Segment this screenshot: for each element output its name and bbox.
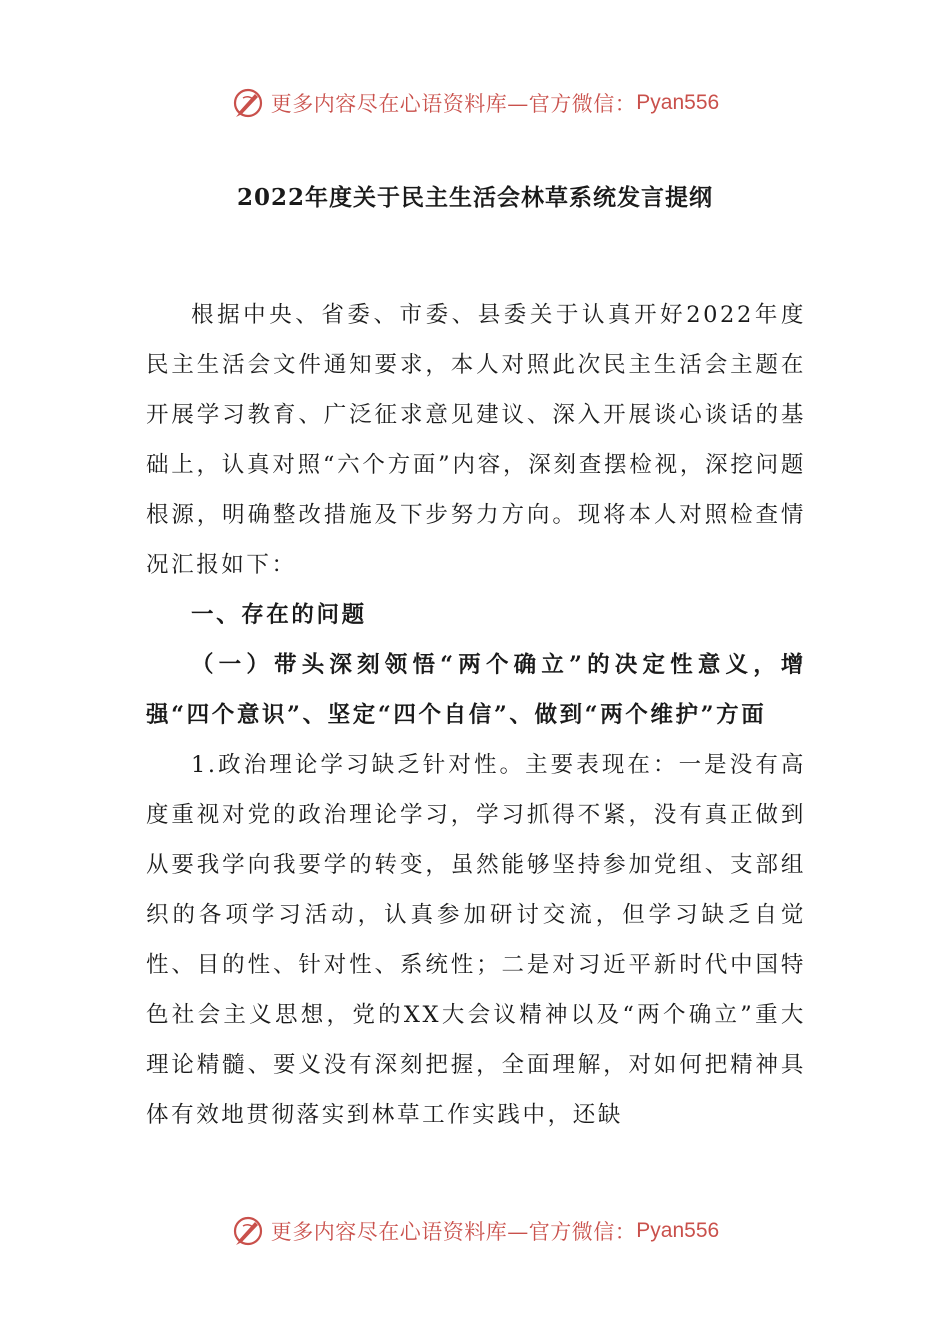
banner-wechat-id: Pyan556	[636, 91, 720, 114]
banner-text: 更多内容尽在心语资料库—官方微信：	[270, 1220, 637, 1244]
banner-wechat-id: Pyan556	[636, 1219, 720, 1242]
subsection-heading: （一）带头深刻领悟“两个确立”的决定性意义，增强“四个意识”、坚定“四个自信”、做到“两个维护”方面	[146, 652, 806, 728]
banner-text: 更多内容尽在心语资料库—官方微信：	[270, 92, 637, 116]
header-watermark-banner	[0, 83, 950, 123]
pen-circle-logo-icon	[231, 86, 265, 120]
intro-paragraph: 根据中央、省委、市委、县委关于认真开好2022年度民主生活会文件通知要求，本人对照此次民主生活会主题在开展学习教育、广泛征求意见建议、深入开展谈心谈话的基础上，认真对照“六个方面”内容，深刻查摆检视，深挖问题根源，明确整改措施及下步努力方向。现将本人对照检查情况汇报如下：	[146, 302, 806, 578]
item-paragraph: 1.政治理论学习缺乏针对性。主要表现在：一是没有高度重视对党的政治理论学习，学习抓得不紧，没有真正做到从要我学向我要学的转变，虽然能够坚持参加党组、支部组织的各项学习活动，认真参加研讨交流，但学习缺乏自觉性、目的性、针对性、系统性；二是对习近平新时代中国特色社会主义思想，党的XX大会议精神以及“两个确立”重大理论精髓、要义没有深刻把握，全面理解，对如何把精神具体有效地贯彻落实到林草工作实践中，还缺	[146, 752, 806, 1128]
section-heading: 一、存在的问题	[191, 602, 367, 628]
document-title: 2022年度关于民主生活会林草系统发言提纲	[236, 184, 713, 211]
pen-circle-logo-icon	[231, 1214, 265, 1248]
footer-watermark-banner	[0, 1211, 950, 1251]
document-body	[146, 290, 806, 1140]
